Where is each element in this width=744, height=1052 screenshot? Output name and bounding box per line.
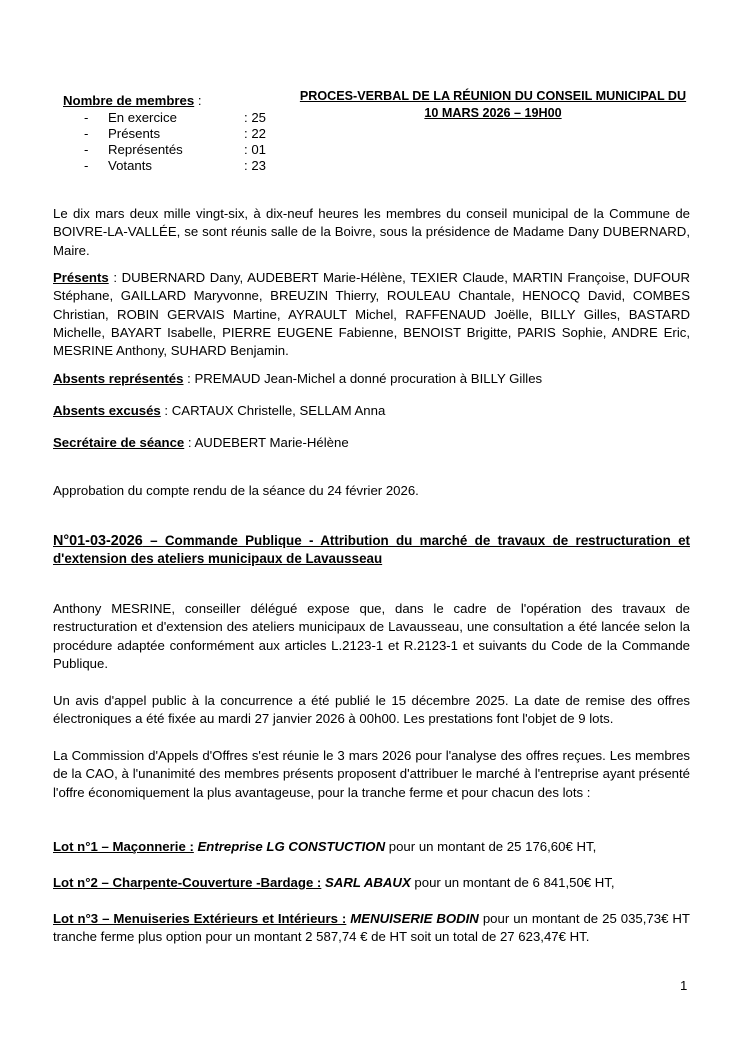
absents-excuses-paragraph — [53, 402, 690, 420]
presents-text: : DUBERNARD Dany, AUDEBERT Marie-Hélène, TEXIER Claude, MARTIN Françoise, DUFOUR Stéphane, GAILLARD Maryvonne, BREUZIN Thierry, ROULEAU Chantale, HENOCQ David, COMBES Christian, ROBIN GERVAIS Martine, AYRAULT Michel, RAFFENAUD Joëlle, BILLY Gilles, BASTARD Michelle, BAYART Isabelle, PIERRE EUGENE Fabienne, BENOIST Brigitte, PARIS Sophie, ANDRE Eric, MESRINE Anthony, SUHARD Benjamin. — [53, 270, 690, 359]
secretaire-text: : AUDEBERT Marie-Hélène — [184, 435, 349, 450]
deliberation-title: – Commande Publique - Attribution du marché de travaux de restructuration et d'extension des ateliers municipaux de Lavausseau — [53, 533, 690, 567]
member-row: - Votants : 23 — [84, 158, 266, 173]
lot-label: Lot n°1 – Maçonnerie : — [53, 839, 194, 854]
member-row-value: : 23 — [244, 158, 266, 173]
deliberation-paragraph-2: Un avis d'appel public à la concurrence a été publié le 15 décembre 2025. La date de remise des offres électroniques a été fixée au mardi 27 janvier 2026 à 00h00. Les prestations font l'objet de 9 lots. — [53, 693, 690, 727]
intro-paragraph: Le dix mars deux mille vingt-six, à dix-neuf heures les membres du conseil municipal de la Commune de BOIVRE-LA-VALLÉE, se sont réunis salle de la Boivre, sous la présidence de Madame Dany DUBERNARD, Maire. — [53, 206, 690, 258]
absents-representes-paragraph — [53, 370, 690, 388]
lot-text: pour un montant de 25 176,60€ HT, — [385, 839, 597, 854]
secretaire-label: Secrétaire de séance — [53, 435, 185, 450]
absents-representes-label: Absents représentés — [53, 371, 184, 386]
approbation-paragraph: Approbation du compte rendu de la séance du 24 février 2026. — [53, 483, 419, 498]
members-title-label: Nombre de membres — [63, 93, 195, 108]
member-row-value: : 25 — [244, 110, 266, 125]
lot-company: Entreprise LG CONSTUCTION — [197, 839, 386, 854]
member-row-label: Représentés — [108, 142, 183, 157]
member-row: - Représentés : 01 — [84, 142, 266, 157]
absents-excuses-text: : CARTAUX Christelle, SELLAM Anna — [160, 403, 386, 418]
presents-label: Présents — [53, 270, 109, 285]
members-title — [63, 93, 202, 108]
lot-text: pour un montant de 25 035,73€ HT tranche ferme plus option pour un montant 2 587,74 € de HT soit un total de 27 623,47€ HT. — [53, 911, 690, 945]
secretaire-paragraph — [53, 434, 690, 452]
member-row: - En exercice : 25 — [84, 110, 266, 125]
members-title-suffix: : — [194, 93, 202, 108]
presents-paragraph — [53, 269, 690, 360]
deliberation-heading — [53, 532, 690, 567]
lot-item — [53, 910, 690, 947]
member-row-label: Votants — [108, 158, 152, 173]
document-title-line2: 10 MARS 2026 – 19H00 — [424, 105, 562, 120]
document-title-line1: PROCES-VERBAL DE LA RÉUNION DU CONSEIL MUNICIPAL DU — [299, 89, 687, 103]
absents-excuses-label: Absents excusés — [53, 403, 161, 418]
page-number: 1 — [680, 978, 688, 993]
lot-text: pour un montant de 6 841,50€ HT, — [410, 875, 615, 890]
lot-label: Lot n°3 – Menuiseries Extérieurs et Intérieurs : — [53, 911, 347, 926]
deliberation-paragraph-1: Anthony MESRINE, conseiller délégué expose que, dans le cadre de l'opération des travaux de restructuration et d'extension des ateliers municipaux de Lavausseau, une consultation a été lancée selon la procédure adaptée conformément aux articles L.2123-1 et R.2123-1 et suivants du Code de la Commande Publique. — [53, 601, 690, 671]
member-row-value: : 01 — [244, 142, 266, 157]
lot-company: SARL ABAUX — [325, 875, 411, 890]
lot-label: Lot n°2 – Charpente-Couverture -Bardage : — [53, 875, 322, 890]
member-row-label: Présents — [108, 126, 161, 141]
lot-item — [53, 874, 690, 892]
lot-company: MENUISERIE BODIN — [350, 911, 479, 926]
absents-representes-text: : PREMAUD Jean-Michel a donné procuration à BILLY Gilles — [183, 371, 543, 386]
member-row-value: : 22 — [244, 126, 266, 141]
deliberation-paragraph-3: La Commission d'Appels d'Offres s'est réunie le 3 mars 2026 pour l'analyse des offres reçues. Les membres de la CAO, à l'unanimité des membres présents proposent d'attribuer le marché à l'entreprise ayant présenté l'offre économiquement la plus avantageuse, pour la tranche ferme et pour chacun des lots : — [53, 748, 690, 800]
member-row-label: En exercice — [108, 110, 177, 125]
deliberation-number: N°01-03-2026 — [53, 533, 143, 549]
lot-item — [53, 838, 690, 856]
document-title — [293, 88, 693, 121]
member-row: - Présents : 22 — [84, 126, 266, 141]
